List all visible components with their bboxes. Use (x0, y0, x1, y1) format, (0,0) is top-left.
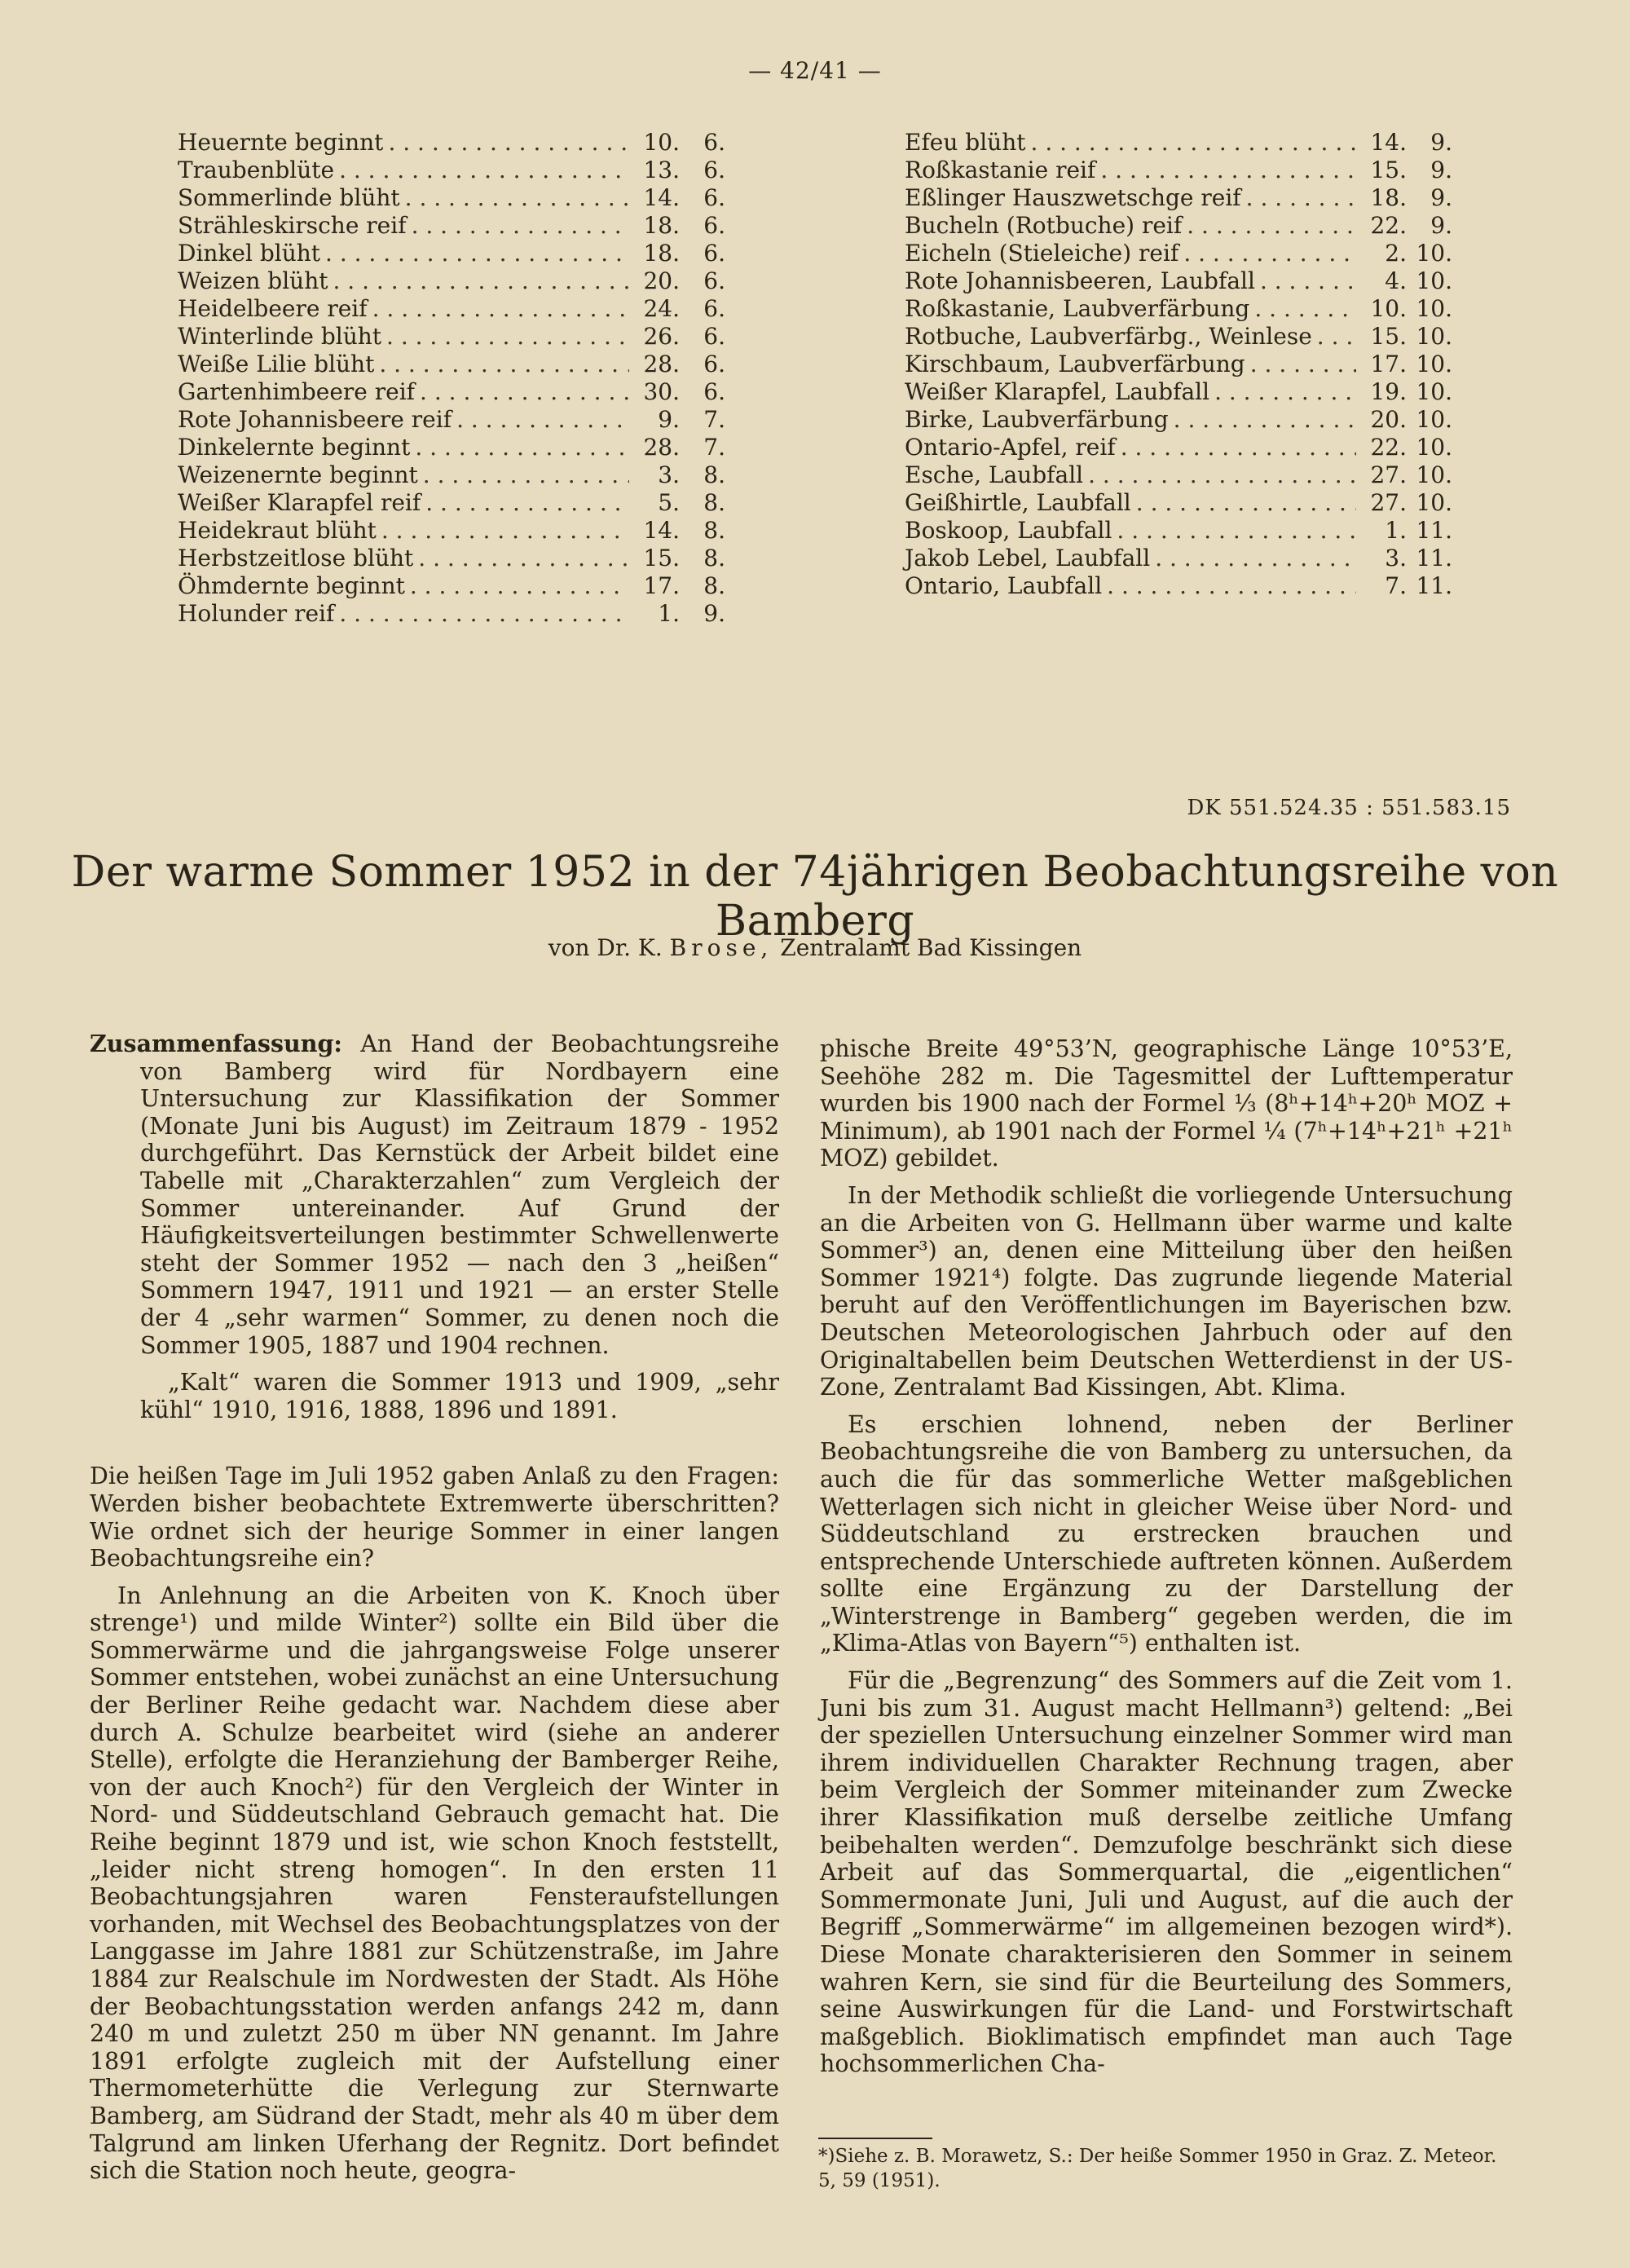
phenology-event: Eßlinger Hauszwetschge reif (905, 184, 1241, 211)
leader-dots (1088, 461, 1356, 489)
phenology-day: 7. (1385, 572, 1407, 599)
phenology-row (905, 545, 1452, 572)
byline-prefix: von Dr. K. (548, 934, 663, 961)
phenology-table-right (905, 129, 1452, 600)
phenology-day: 3. (1385, 545, 1407, 571)
phenology-month: 7. (703, 406, 725, 433)
phenology-row (905, 351, 1452, 378)
phenology-event: Weißer Klarapfel reif (178, 489, 421, 516)
phenology-row (178, 323, 725, 351)
phenology-event: Dinkelernte beginnt (178, 434, 411, 461)
phenology-event: Jakob Lebel, Laubfall (905, 545, 1151, 571)
dk-classification: DK 551.524.35 : 551.583.15 (1187, 796, 1511, 820)
phenology-month: 6. (703, 240, 725, 267)
phenology-day: 17. (643, 572, 680, 599)
leader-dots (1121, 434, 1356, 461)
phenology-row (905, 157, 1452, 184)
phenology-event: Roßkastanie reif (905, 157, 1096, 183)
abstract-label: Zusammenfassung: (90, 1030, 342, 1057)
phenology-event: Heidelbeere reif (178, 295, 368, 322)
leader-dots (410, 572, 629, 600)
leader-dots (418, 545, 629, 572)
phenology-month: 9. (1430, 184, 1452, 211)
leader-dots (1136, 489, 1356, 517)
phenology-day: 20. (643, 267, 680, 294)
phenology-month: 10. (1416, 351, 1452, 377)
left-text-column (90, 1030, 779, 2195)
leader-dots (339, 157, 629, 184)
phenology-row (905, 240, 1452, 267)
phenology-month: 8. (703, 489, 725, 516)
station-paragraph: phische Breite 49°53’N, geographische Länge 10°53’E, Seehöhe 282 m. Die Tagesmittel der Lufttemperatur wurden bis 1900 nach der Formel ⅓ (8ʰ+14ʰ+20ʰ MOZ + Minimum), ab 1901 nach der Formel ¼ (7ʰ+14ʰ+21ʰ +21ʰ MOZ) gebildet. (820, 1035, 1513, 1172)
intro-paragraph: Die heißen Tage im Juli 1952 gaben Anlaß zu den Fragen: Werden bisher beobachtete Extremwerte überschritten? Wie ordnet sich der heurige Sommer in einer langen Beobachtungsreihe ein? (90, 1463, 779, 1573)
byline-affiliation: Zentralamt Bad Kissingen (780, 934, 1082, 961)
phenology-event: Heidekraut blüht (178, 517, 377, 544)
leader-dots (1100, 157, 1356, 184)
phenology-day: 18. (1370, 184, 1407, 211)
leader-dots (333, 267, 629, 295)
leader-dots (1183, 240, 1356, 267)
article-title: Der warme Sommer 1952 in der 74jährigen Beobachtungsreihe von Bamberg (71, 848, 1559, 946)
phenology-day: 18. (643, 240, 680, 267)
phenology-month: 10. (1416, 461, 1452, 488)
leader-dots (1174, 406, 1356, 434)
phenology-month: 9. (1430, 212, 1452, 239)
phenology-event: Rote Johannisbeeren, Laubfall (905, 267, 1255, 294)
phenology-day: 26. (643, 323, 680, 350)
phenology-month: 11. (1416, 572, 1452, 599)
phenology-row (178, 572, 725, 600)
phenology-month: 9. (1430, 157, 1452, 183)
phenology-day: 15. (1370, 157, 1407, 183)
leader-dots (1250, 351, 1356, 378)
phenology-table-left (178, 129, 725, 628)
phenology-month: 8. (703, 461, 725, 488)
leader-dots (425, 489, 629, 517)
phenology-row (178, 461, 725, 489)
phenology-event: Rotbuche, Laubverfärbg., Weinlese (905, 323, 1312, 350)
leader-dots (388, 129, 629, 157)
leader-dots (1317, 323, 1356, 351)
phenology-month: 9. (703, 600, 725, 627)
phenology-day: 19. (1370, 378, 1407, 405)
leader-dots (420, 378, 629, 406)
phenology-month: 10. (1416, 406, 1452, 433)
phenology-day: 24. (643, 295, 680, 322)
phenology-month: 10. (1416, 295, 1452, 322)
phenology-event: Weißer Klarapfel, Laubfall (905, 378, 1210, 405)
leader-dots (1214, 378, 1356, 406)
page-number: — 42/41 — (748, 57, 882, 84)
phenology-row (178, 600, 725, 628)
leader-dots (381, 517, 629, 545)
phenology-month: 9. (1430, 129, 1452, 156)
abstract-text: An Hand der Beobachtungsreihe von Bamberg wird für Nordbayern eine Untersuchung zur Klassifikation der Sommer (Monate Juni bis August) im Zeitraum 1879 - 1952 durchgeführt. Das Kernstück der Arbeit bildet eine Tabelle mit „Charakterzahlen“ zum Vergleich der Sommer untereinander. Auf Grund der Häufigkeitsverteilungen bestimmter Schwellenwerte steht der Sommer 1952 — nach den 3 „heißen“ Sommern 1947, 1911 und 1921 — an erster Stelle der 4 „sehr warmen“ Sommer, zu denen noch die Sommer 1905, 1887 und 1904 rechnen. (140, 1030, 779, 1359)
leader-dots (423, 461, 629, 489)
phenology-row (178, 267, 725, 295)
phenology-month: 6. (703, 267, 725, 294)
footnote-rule (818, 2138, 932, 2139)
leader-dots (1107, 572, 1356, 600)
phenology-row (905, 434, 1452, 461)
phenology-event: Winterlinde blüht (178, 323, 382, 350)
phenology-month: 11. (1416, 545, 1452, 571)
leader-dots (1254, 295, 1356, 323)
phenology-day: 15. (1370, 323, 1407, 350)
phenology-day: 27. (1370, 489, 1407, 516)
phenology-event: Holunder reif (178, 600, 335, 627)
phenology-row (178, 406, 725, 434)
phenology-month: 8. (703, 545, 725, 571)
phenology-event: Dinkel blüht (178, 240, 321, 267)
phenology-month: 10. (1416, 267, 1452, 294)
phenology-month: 6. (703, 378, 725, 405)
phenology-event: Gartenhimbeere reif (178, 378, 416, 405)
phenology-day: 22. (1370, 212, 1407, 239)
leader-dots (405, 184, 629, 212)
phenology-row (905, 378, 1452, 406)
leader-dots (415, 434, 629, 461)
phenology-day: 17. (1370, 351, 1407, 377)
phenology-row (178, 517, 725, 545)
right-text-column (820, 1035, 1513, 2088)
phenology-event: Ontario-Apfel, reif (905, 434, 1116, 461)
phenology-month: 6. (703, 212, 725, 239)
phenology-day: 14. (643, 517, 680, 544)
phenology-row (178, 184, 725, 212)
phenology-day: 18. (643, 212, 680, 239)
phenology-day: 22. (1370, 434, 1407, 461)
phenology-day: 10. (1370, 295, 1407, 322)
phenology-month: 6. (703, 323, 725, 350)
phenology-event: Eicheln (Stieleiche) reif (905, 240, 1179, 267)
phenology-row (905, 212, 1452, 240)
phenology-event: Rote Johannisbeere reif (178, 406, 452, 433)
phenology-month: 6. (703, 157, 725, 183)
phenology-day: 20. (1370, 406, 1407, 433)
phenology-month: 10. (1416, 434, 1452, 461)
phenology-event: Sommerlinde blüht (178, 184, 400, 211)
phenology-event: Heuernte beginnt (178, 129, 384, 156)
abstract (90, 1030, 779, 1359)
leader-dots (1031, 129, 1356, 157)
phenology-row (178, 240, 725, 267)
phenology-row (905, 267, 1452, 295)
abstract-continued: „Kalt“ waren die Sommer 1913 und 1909, „sehr kühl“ 1910, 1916, 1888, 1896 und 1891. (140, 1369, 779, 1423)
phenology-day: 13. (643, 157, 680, 183)
phenology-event: Strähleskirsche reif (178, 212, 407, 239)
motivation-paragraph: Es erschien lohnend, neben der Berliner Beobachtungsreihe die von Bamberg zu untersuchen, da auch die für das sommerliche Wetter maßgeblichen Wetterlagen sich nicht in gleicher Weise über Nord- und Süddeutschland zu erstrecken brauchen und entsprechende Unterschiede auftreten können. Außerdem sollte eine Ergänzung zu der Darstellung der „Winterstrenge in Bamberg“ gegeben werden, die im „Klima-Atlas von Bayern“⁵) enthalten ist. (820, 1410, 1513, 1657)
phenology-day: 30. (643, 378, 680, 405)
phenology-row (905, 184, 1452, 212)
phenology-row (905, 461, 1452, 489)
leader-dots (1117, 517, 1356, 545)
phenology-month: 6. (703, 184, 725, 211)
phenology-day: 3. (658, 461, 680, 488)
phenology-event: Efeu blüht (905, 129, 1026, 156)
leader-dots (1187, 212, 1356, 240)
byline (0, 934, 1630, 961)
phenology-event: Weizen blüht (178, 267, 328, 294)
leader-dots (1260, 267, 1356, 295)
phenology-row (178, 157, 725, 184)
leader-dots (339, 600, 629, 628)
phenology-month: 11. (1416, 517, 1452, 544)
phenology-day: 15. (643, 545, 680, 571)
phenology-month: 7. (703, 434, 725, 461)
phenology-day: 27. (1370, 461, 1407, 488)
phenology-event: Geißhirtle, Laubfall (905, 489, 1131, 516)
phenology-event: Birke, Laubverfärbung (905, 406, 1169, 433)
phenology-month: 10. (1416, 323, 1452, 350)
phenology-month: 10. (1416, 489, 1452, 516)
phenology-month: 8. (703, 572, 725, 599)
byline-author: Brose, (669, 934, 773, 961)
definition-paragraph: Für die „Begrenzung“ des Sommers auf die Zeit vom 1. Juni bis zum 31. August macht Hellmann³) geltend: „Bei der speziellen Untersuchung einzelner Sommer wird man ihrem individuellen Charakter Rechnung tragen, aber beim Vergleich der Sommer miteinander zum Zwecke ihrer Klassifikation muß derselbe zeitliche Umfang beibehalten werden“. Demzufolge beschränkt sich diese Arbeit auf das Sommerquartal, die „eigentlichen“ Sommermonate Juni, Juli und August, auf die auch der Begriff „Sommerwärme“ im allgemeinen bezogen wird*). Diese Monate charakterisieren den Sommer in seinem wahren Kern, sie sind für die Beurteilung des Sommers, seine Auswirkungen für die Land- und Forstwirtschaft maßgeblich. Bioklimatisch empfindet man auch Tage hochsommerlichen Cha- (820, 1667, 1513, 2078)
leader-dots (412, 212, 629, 240)
method-paragraph: In Anlehnung an die Arbeiten von K. Knoch über strenge¹) und milde Winter²) sollte ein Bild über die Sommerwärme und die jahrgangsweise Folge unserer Sommer entstehen, wobei zunächst an eine Untersuchung der Berliner Reihe gedacht war. Nachdem diese aber durch A. Schulze bearbeitet wird (siehe an anderer Stelle), erfolgte die Heranziehung der Bamberger Reihe, von der auch Knoch²) für den Vergleich der Winter in Nord- und Süddeutschland Gebrauch gemacht hat. Die Reihe beginnt 1879 und ist, wie schon Knoch feststellt, „leider nicht streng homogen“. In den ersten 11 Beobachtungsjahren waren Fensteraufstellungen vorhanden, mit Wechsel des Beobachtungsplatzes von der Langgasse im Jahre 1881 zur Schützenstraße, im Jahre 1884 zur Realschule im Nordwesten der Stadt. Als Höhe der Beobachtungsstation werden anfangs 242 m, dann 240 m und zuletzt 250 m über NN genannt. Im Jahre 1891 erfolgte zugleich mit der Aufstellung einer Thermometerhütte die Verlegung zur Sternwarte Bamberg, am Südrand der Stadt, mehr als 40 m über dem Talgrund am linken Uferhang der Regnitz. Dort befindet sich die Station noch heute, geogra- (90, 1582, 779, 2185)
leader-dots (325, 240, 629, 267)
phenology-month: 8. (703, 517, 725, 544)
phenology-event: Roßkastanie, Laubverfärbung (905, 295, 1250, 322)
phenology-row (178, 378, 725, 406)
phenology-day: 28. (643, 351, 680, 377)
phenology-row (905, 323, 1452, 351)
phenology-event: Boskoop, Laubfall (905, 517, 1112, 544)
phenology-row (178, 351, 725, 378)
phenology-month: 10. (1416, 378, 1452, 405)
phenology-day: 5. (658, 489, 680, 516)
phenology-row (905, 406, 1452, 434)
phenology-month: 6. (703, 129, 725, 156)
phenology-day: 1. (1385, 517, 1407, 544)
phenology-event: Weizenernte beginnt (178, 461, 418, 488)
phenology-day: 10. (643, 129, 680, 156)
phenology-row (178, 545, 725, 572)
phenology-row (178, 212, 725, 240)
phenology-row (905, 129, 1452, 157)
phenology-event: Herbstzeitlose blüht (178, 545, 414, 571)
leader-dots (386, 323, 629, 351)
phenology-row (178, 489, 725, 517)
phenology-row (178, 295, 725, 323)
methodology-paragraph: In der Methodik schließt die vorliegende Untersuchung an die Arbeiten von G. Hellmann über warme und kalte Sommer³) an, denen eine Mitteilung über den heißen Sommer 1921⁴) folgte. Das zugrunde liegende Material beruht auf den Veröffentlichungen im Bayerischen bzw. Deutschen Meteorologischen Jahrbuch oder auf den Originaltabellen beim Deutschen Wetterdienst in der US-Zone, Zentralamt Bad Kissingen, Abt. Klima. (820, 1181, 1513, 1401)
phenology-event: Bucheln (Rotbuche) reif (905, 212, 1183, 239)
phenology-row (905, 517, 1452, 545)
phenology-row (905, 489, 1452, 517)
leader-dots (1246, 184, 1356, 212)
phenology-event: Esche, Laubfall (905, 461, 1084, 488)
phenology-event: Öhmdernte beginnt (178, 572, 405, 599)
phenology-event: Kirschbaum, Laubverfärbung (905, 351, 1245, 377)
phenology-day: 1. (658, 600, 680, 627)
phenology-month: 6. (703, 295, 725, 322)
phenology-day: 2. (1385, 240, 1407, 267)
phenology-row (178, 129, 725, 157)
phenology-day: 14. (643, 184, 680, 211)
phenology-event: Traubenblüte (178, 157, 335, 183)
phenology-month: 10. (1416, 240, 1452, 267)
phenology-row (905, 295, 1452, 323)
phenology-day: 9. (658, 406, 680, 433)
leader-dots (456, 406, 629, 434)
phenology-day: 28. (643, 434, 680, 461)
phenology-month: 6. (703, 351, 725, 377)
phenology-event: Weiße Lilie blüht (178, 351, 375, 377)
leader-dots (379, 351, 629, 378)
phenology-day: 14. (1370, 129, 1407, 156)
phenology-row (905, 572, 1452, 600)
phenology-event: Ontario, Laubfall (905, 572, 1103, 599)
leader-dots (1155, 545, 1356, 572)
leader-dots (372, 295, 629, 323)
footnote: *)Siehe z. B. Morawetz, S.: Der heiße Sommer 1950 in Graz. Z. Meteor. 5, 59 (1951). (818, 2146, 1497, 2191)
phenology-day: 4. (1385, 267, 1407, 294)
phenology-row (178, 434, 725, 461)
